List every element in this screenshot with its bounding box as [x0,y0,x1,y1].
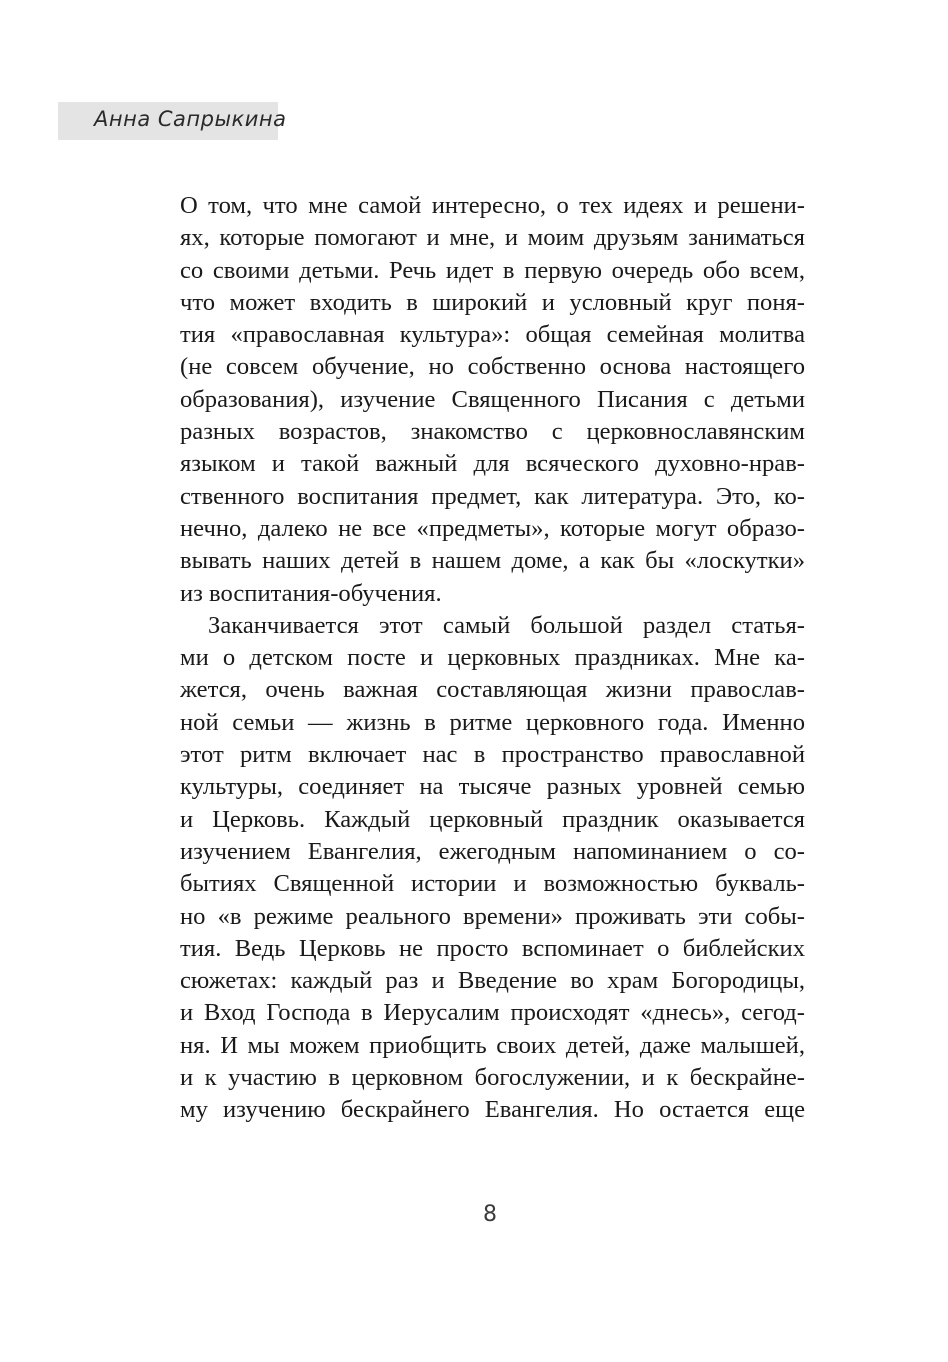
body-text [180,190,805,1127]
text-line: культуры, соединяет на тысяче разных уровней семью [180,773,805,801]
text-line: со своими детьми. Речь идет в первую очередь обо всем, [180,256,805,284]
text-line: му изучению бескрайнего Евангелия. Но остается еще [180,1096,805,1124]
text-line: языком и такой важный для всяческого духовно-нрав- [180,450,805,478]
text-line: что может входить в широкий и условный круг поня- [180,288,805,316]
text-line: жется, очень важная составляющая жизни православ- [180,676,805,704]
text-line: тия «православная культура»: общая семейная молитва [180,321,805,349]
running-header-author: Анна Сапрыкина [94,107,287,131]
text-line: бытиях Священной истории и возможностью букваль- [180,870,805,898]
text-line: образования), изучение Священного Писания с детьми [180,385,805,413]
text-line: Заканчивается этот самый большой раздел статья- [208,611,805,639]
text-line: из воспитания-обучения. [180,579,442,607]
page-number: 8 [483,1202,497,1227]
text-line: (не совсем обучение, но собственно основа настоящего [180,353,805,381]
text-line: вывать наших детей в нашем доме, а как бы «лоскутки» [180,547,805,575]
text-line: ях, которые помогают и мне, и моим друзьям заниматься [180,224,805,252]
text-line: и Церковь. Каждый церковный праздник оказывается [180,805,805,833]
text-line: ной семьи — жизнь в ритме церковного года. Именно [180,708,805,736]
text-line: изучением Евангелия, ежегодным напоминанием о со- [180,837,805,865]
text-line: нечно, далеко не все «предметы», которые могут образо- [180,514,805,542]
text-line: ственного воспитания предмет, как литература. Это, ко- [180,482,805,510]
paragraph [180,610,805,1127]
paragraph [180,190,805,610]
text-line: разных возрастов, знакомство с церковнославянским [180,418,805,446]
text-line: но «в режиме реального времени» проживать эти собы- [180,902,805,930]
text-line: О том, что мне самой интересно, о тех идеях и решени- [180,192,805,219]
text-line: и к участию в церковном богослужении, и к бескрайне- [180,1064,805,1092]
text-line: ми о детском посте и церковных праздниках. Мне ка- [180,644,805,672]
text-line: сюжетах: каждый раз и Введение во храм Богородицы, [180,967,805,995]
text-line: ня. И мы можем приобщить своих детей, даже малышей, [180,1031,805,1059]
text-line: тия. Ведь Церковь не просто вспоминает о библейских [180,934,805,962]
text-line: и Вход Господа в Иерусалим происходят «днесь», сегод- [180,999,805,1027]
text-line: этот ритм включает нас в пространство православной [180,741,805,769]
